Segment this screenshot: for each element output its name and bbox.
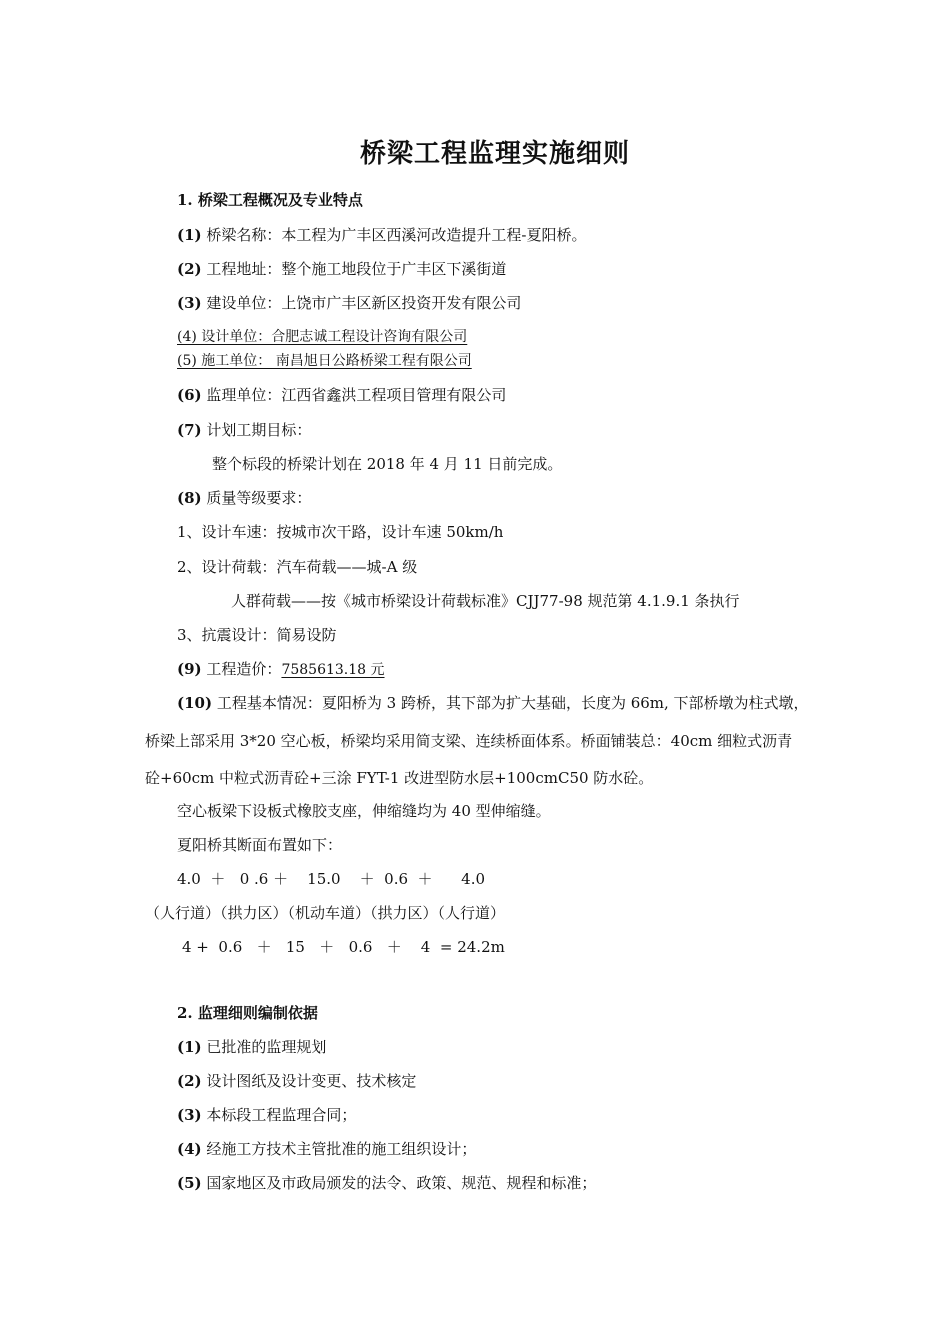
item-number: (5) [177,1174,202,1192]
design-speed: 1、设计车速：按城市次干路，设计车速 50km/h [177,523,504,541]
item-1 [177,225,587,245]
item-number: (3) [177,294,202,312]
item-7 [177,420,311,440]
basis-item-2 [177,1071,416,1091]
item-6 [177,385,506,405]
item-text: 计划工期目标： [206,421,312,439]
basic-info-line-3: 砼+60cm 中粒式沥青砼+三涂 FYT-1 改进型防水层+100cmC50 防水砼。 [145,769,654,787]
seismic-design: 3、抗震设计：简易设防 [177,626,337,644]
schedule-text: 整个标段的桥梁计划在 2018 年 4 月 11 日前完成。 [212,455,563,473]
design-load: 2、设计荷载：汽车荷载——城-A 级 [177,558,418,576]
item-text: 设计图纸及设计变更、技术核定 [206,1072,417,1090]
item-text: 工程地址：整个施工地段位于广丰区下溪街道 [206,260,507,278]
item-3 [177,293,521,313]
item-2 [177,259,506,279]
item-text: 建设单位：上饶市广丰区新区投资开发有限公司 [206,294,522,312]
item-number: (6) [177,386,202,404]
item-number: (7) [177,421,202,439]
item-number: (8) [177,489,202,507]
item-number: (2) [177,1072,202,1090]
basis-item-4 [177,1139,476,1159]
cross-section-intro: 夏阳桥其断面布置如下： [177,836,343,854]
item-text: 工程基本情况：夏阳桥为 3 跨桥，其下部为扩大基础，长度为 66m, 下部桥墩为柱式墩， [216,694,809,712]
cross-section-zones: （人行道）（拱力区）（机动车道）（拱力区）（人行道） [145,904,506,922]
item-number: (10) [177,694,213,712]
cost-value: 7585613.18 元 [281,662,385,678]
item-number: (3) [177,1106,202,1124]
item-number: (2) [177,260,202,278]
item-4: (4) 设计单位：合肥志诚工程设计咨询有限公司 [177,329,468,345]
project-cost [177,659,385,680]
item-text: 桥梁名称：本工程为广丰区西溪河改造提升工程-夏阳桥。 [206,226,587,244]
basis-item-5 [177,1173,596,1193]
item-text: 经施工方技术主管批准的施工组织设计； [206,1140,477,1158]
crowd-load: 人群荷载——按《城市桥梁设计荷载标准》CJJ77-98 规范第 4.1.9.1 条执行 [231,592,740,610]
quality-requirement [177,488,311,508]
item-text: 已批准的监理规划 [206,1038,327,1056]
section-2-heading: 2. 监理细则编制依据 [177,1004,318,1022]
document-title: 桥梁工程监理实施细则 [359,139,630,169]
basis-item-3 [177,1105,356,1125]
bearing-text: 空心板梁下设板式橡胶支座，伸缩缝均为 40 型伸缩缝。 [177,802,551,820]
item-number: (4) [177,1140,202,1158]
item-number: (1) [177,1038,202,1056]
item-text: 国家地区及市政局颁发的法令、政策、规范、规程和标准； [206,1174,597,1192]
cross-section-total: 4 + 0.6 ＋ 15 ＋ 0.6 ＋ 4 = 24.2m [182,938,505,956]
basic-info-line-1 [177,693,809,713]
basic-info-line-2: 桥梁上部采用 3*20 空心板，桥梁均采用简支梁、连续桥面体系。桥面铺装总：40cm 细粒式沥青 [145,732,793,750]
section-1-heading: 1. 桥梁工程概况及专业特点 [177,191,363,209]
basis-item-1 [177,1037,326,1057]
cost-label: 工程造价： [206,660,282,678]
item-text: 质量等级要求： [206,489,312,507]
cross-section-dimensions: 4.0 ＋ 0 .6 ＋ 15.0 ＋ 0.6 ＋ 4.0 [177,870,486,888]
item-text: 本标段工程监理合同； [206,1106,357,1124]
item-number: (9) [177,660,202,678]
item-text: 监理单位：江西省鑫洪工程项目管理有限公司 [206,386,507,404]
item-number: (1) [177,226,202,244]
item-5: (5) 施工单位： 南昌旭日公路桥梁工程有限公司 [177,353,472,369]
